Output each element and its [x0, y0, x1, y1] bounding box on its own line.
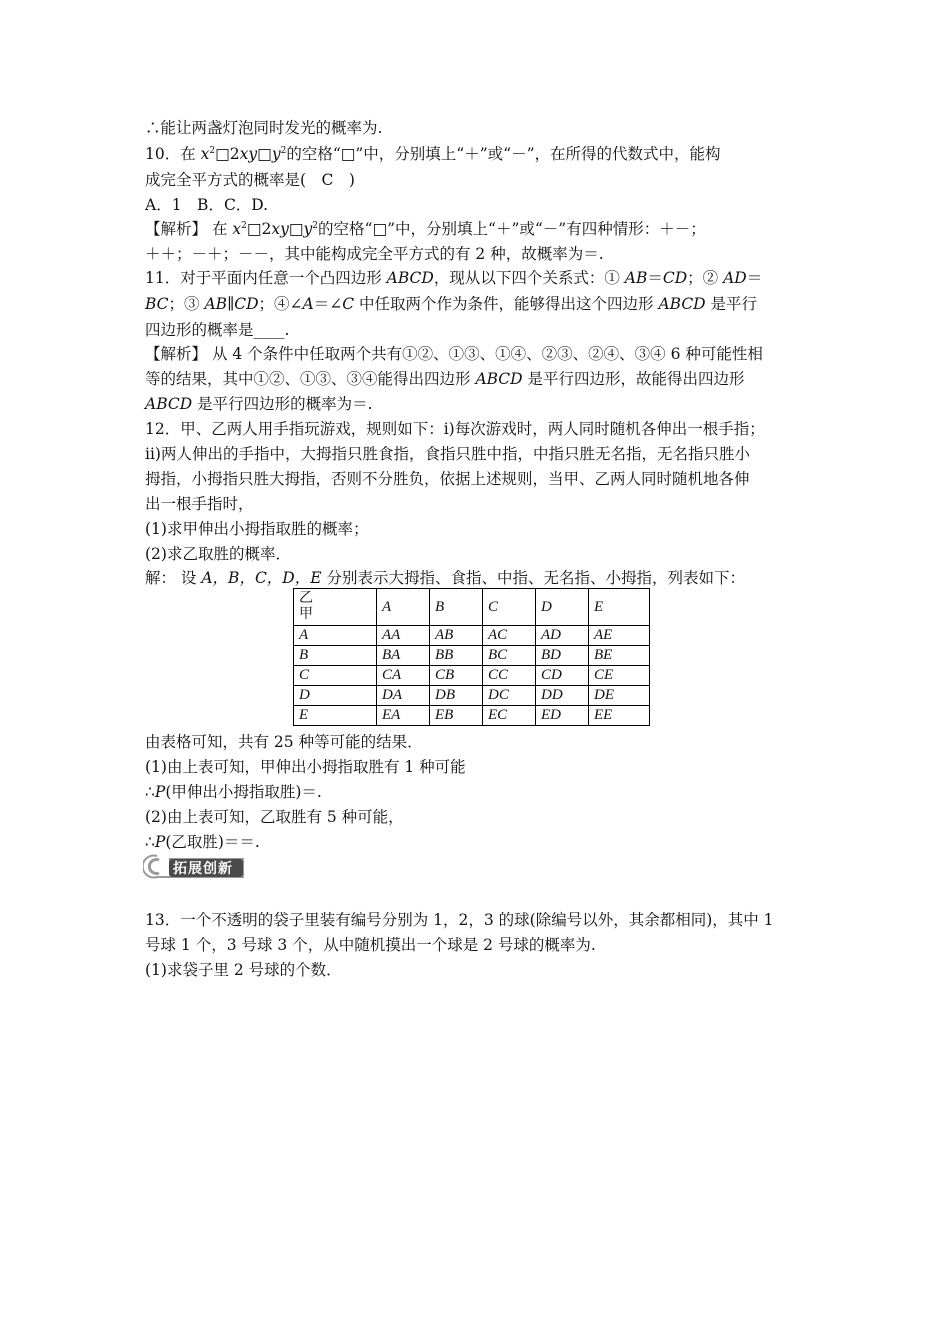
table-row — [294, 666, 650, 686]
table-cell: BC — [483, 646, 536, 666]
therefore-sign: ∴ — [145, 783, 155, 801]
table-row — [294, 706, 650, 726]
a11-abcd2: ABCD — [145, 395, 193, 413]
question-12-line-3: 拇指，小拇指只胜大拇指，否则不分胜负，依据上述规则，当甲、乙两人同时随机地各伸 — [145, 470, 750, 488]
table-row — [294, 686, 650, 706]
a11-l3b: 是平行四边形的概率为＝. — [192, 395, 373, 413]
q10-x: x — [200, 145, 210, 163]
table-cell: DC — [483, 686, 536, 706]
solution-12-part-2-line-1: (2)由上表可知，乙取胜有 5 种可能， — [145, 808, 404, 826]
table-header-row — [294, 589, 650, 626]
table-cell: CD — [536, 666, 589, 686]
table-cell: CA — [377, 666, 430, 686]
q11-bc: BC — [145, 295, 169, 313]
table-cell: EB — [430, 706, 483, 726]
solution-12-part-2-line-2 — [145, 832, 260, 852]
table-cell: DD — [536, 686, 589, 706]
table-summary: 由表格可知，共有 25 种等可能的结果． — [145, 733, 423, 751]
q11-abcd2: ABCD — [658, 295, 706, 313]
table-cell: BE — [589, 646, 650, 666]
a11-abcd: ABCD — [475, 370, 523, 388]
question-10-line-1: 10．在 $x^2□2xy□y^2$的空格“□”中，分别填上“＋”或“－”，在所得的代数式中，能构 — [145, 145, 721, 163]
q10-number: 10．在 — [145, 145, 201, 163]
table-cell: AB — [430, 626, 483, 646]
q10-xy: xy — [239, 145, 258, 163]
prob-symbol: P — [154, 833, 166, 851]
row-header: B — [294, 646, 377, 666]
q11-c: C — [342, 295, 355, 313]
analysis-tag: 【解析】 — [145, 345, 208, 363]
solution-12-part-1-line-2 — [145, 782, 322, 802]
row-header: C — [294, 666, 377, 686]
question-10-line-2: 成完全平方式的概率是( C ) — [145, 171, 355, 189]
q11-ab: AB — [624, 269, 648, 287]
a11-l2b: 是平行四边形，故能得出四边形 — [522, 370, 745, 388]
q11-l1b: ，现从以下四个关系式：① — [433, 269, 625, 287]
table-corner-cell — [294, 589, 377, 626]
question-13-part-1: (1)求袋子里 2 号球的个数． — [145, 961, 342, 979]
question-11-line-1 — [145, 268, 762, 288]
row-header: D — [294, 686, 377, 706]
a10-pre: 在 — [207, 220, 233, 238]
q11-cd: CD — [662, 269, 688, 287]
q10-box1: □2 — [215, 145, 240, 163]
column-header: A — [377, 589, 430, 626]
analysis-tag: 【解析】 — [145, 220, 208, 238]
question-11-line-2 — [145, 294, 757, 314]
analysis-10-line-2: ＋＋；－＋；－－，其中能构成完全平方式的有 2 种，故概率为＝. — [145, 245, 604, 263]
row-header: A — [294, 626, 377, 646]
q11-l2c: ＝∠ — [313, 295, 343, 313]
analysis-10-line-1: 【解析】 在 $x^2□2xy□y^2$的空格“□”中，分别填上“＋”或“－”有四种情形：＋－； — [145, 220, 706, 238]
analysis-11-line-1 — [145, 344, 763, 364]
question-11-line-3: 四边形的概率是____. — [145, 321, 290, 339]
table-cell: DA — [377, 686, 430, 706]
line-conclusion-9: ∴能让两盏灯泡同时发光的概率为. — [145, 119, 383, 137]
s2-l2b: (乙取胜)＝＝. — [165, 833, 260, 851]
table-cell: BA — [377, 646, 430, 666]
table-cell: EE — [589, 706, 650, 726]
s12-b: 分别表示大拇指、食指、中指、无名指、小拇指，列表如下： — [321, 569, 745, 587]
table-cell: CC — [483, 666, 536, 686]
analysis-11-line-2 — [145, 369, 745, 389]
therefore-sign: ∴ — [145, 833, 155, 851]
outcome-table — [293, 588, 650, 726]
q10-rest: 的空格“□”中，分别填上“＋”或“－”，在所得的代数式中，能构 — [286, 145, 721, 163]
column-header: B — [430, 589, 483, 626]
q11-l2a: ；③ — [168, 295, 205, 313]
table-row — [294, 646, 650, 666]
q11-l2e: 是平行 — [705, 295, 758, 313]
s12-a: 解： 设 — [145, 569, 202, 587]
s12-vars: A，B，C，D，E — [201, 569, 322, 587]
table-cell: DB — [430, 686, 483, 706]
question-12-line-2: ⅱ)两人伸出的手指中，大拇指只胜食指，食指只胜中指，中指只胜无名指，无名指只胜小 — [145, 445, 750, 463]
table-cell: CE — [589, 666, 650, 686]
question-12-part-2: (2)求乙取胜的概率． — [145, 545, 291, 563]
q11-l2d: 中任取两个作为条件，能够得出这个四边形 — [354, 295, 659, 313]
q11-a: A — [302, 295, 314, 313]
a10-rest: 的空格“□”中，分别填上“＋”或“－”有四种情形：＋－； — [318, 220, 706, 238]
table-cell: ED — [536, 706, 589, 726]
column-header: C — [483, 589, 536, 626]
question-12-line-1: 12．甲、乙两人用手指玩游戏，规则如下：ⅰ)每次游戏时，两人同时随机各伸出一根手指； — [145, 420, 765, 438]
table-cell: AD — [536, 626, 589, 646]
table-cell: DE — [589, 686, 650, 706]
question-12-part-1: (1)求甲伸出小拇指取胜的概率； — [145, 520, 369, 538]
table-cell: AE — [589, 626, 650, 646]
prob-symbol: P — [154, 783, 166, 801]
q11-eq2: ＝ — [746, 269, 763, 287]
q11-parallel: AB∥CD — [204, 295, 259, 313]
a11-l2a: 等的结果，其中①②、①③、③④能得出四边形 — [145, 370, 476, 388]
corner-bottom-label: 甲 — [299, 607, 313, 622]
column-header: E — [589, 589, 650, 626]
question-12-line-4: 出一根手指时， — [145, 495, 254, 513]
analysis-11-line-3 — [145, 394, 373, 414]
table-cell: EC — [483, 706, 536, 726]
q11-l2b: ；④∠ — [258, 295, 303, 313]
q11-ad: AD — [723, 269, 747, 287]
table-cell: BB — [430, 646, 483, 666]
table-cell: CB — [430, 666, 483, 686]
table-row — [294, 626, 650, 646]
q11-abcd: ABCD — [386, 269, 434, 287]
table-cell: BD — [536, 646, 589, 666]
q10-box2: □ — [257, 145, 272, 163]
question-13-line-1: 13．一个不透明的袋子里装有编号分别为 1，2，3 的球(除编号以外，其余都相同)，其中 1 — [145, 911, 774, 929]
section-logo-text: 拓展创新 — [173, 861, 233, 877]
q11-eq: ＝ — [647, 269, 663, 287]
question-13-line-2: 号球 1 个，3 号球 3 个，从中随机摸出一个球是 2 号球的概率为. — [145, 936, 596, 954]
table-cell: EA — [377, 706, 430, 726]
table-cell: AA — [377, 626, 430, 646]
solution-12-part-1-line-1: (1)由上表可知，甲伸出小拇指取胜有 1 种可能 — [145, 758, 466, 776]
column-header: D — [536, 589, 589, 626]
table-cell: AC — [483, 626, 536, 646]
q11-l1a: 11．对于平面内任意一个凸四边形 — [145, 269, 387, 287]
solution-12-intro — [145, 568, 745, 588]
a11-l1: 从 4 个条件中任取两个共有①②、①③、①④、②③、②④、③④ 6 种可能性相 — [207, 345, 763, 363]
q11-l1c: ；② — [687, 269, 724, 287]
row-header: E — [294, 706, 377, 726]
s1-l2b: (甲伸出小拇指取胜)＝. — [165, 783, 322, 801]
question-10-options: A．1 B．C．D. — [145, 196, 269, 214]
corner-top-label: 乙 — [299, 591, 313, 606]
